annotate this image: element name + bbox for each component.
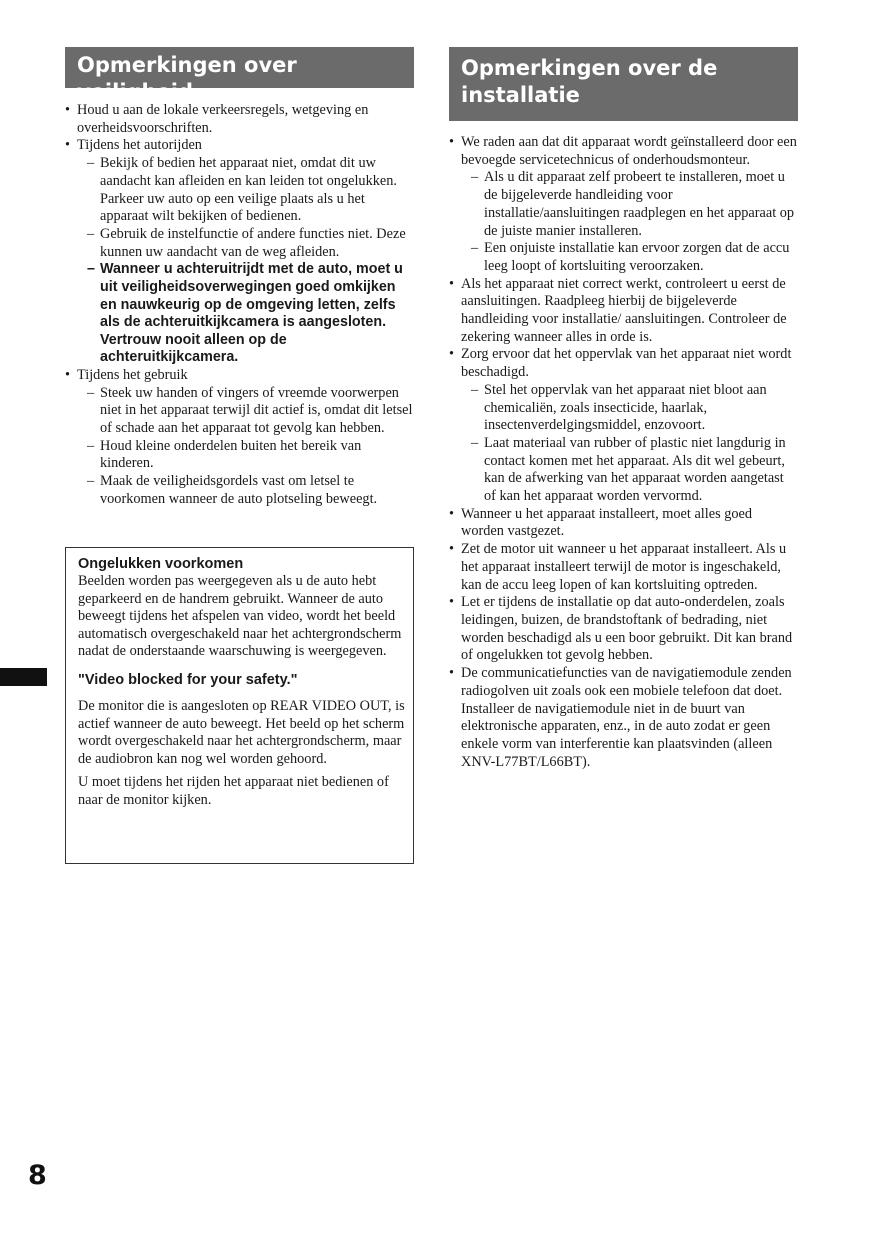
list-item-text: Houd u aan de lokale verkeersregels, wetgeving en overheidsvoorschriften. — [77, 102, 369, 136]
sub-list-item: – Gebruik de instelfunctie of andere functies niet. Deze kunnen uw aandacht van de weg afleiden. — [77, 226, 414, 261]
list-item-text: Als het apparaat niet correct werkt, controleert u eerst de aansluitingen. Raadpleeg hierbij de bijgeleverde handleiding voor installatie/ aansluitingen. Controleer de zekering wanneer alles in orde is. — [461, 275, 787, 345]
list-item — [449, 665, 798, 771]
list-item-text: Let er tijdens de installatie op dat auto-onderdelen, zoals leidingen, buizen, de brandstoftank of bedrading, niet worden beschadigd als u een boor gebruikt. Dit kan brand of ongelukken tot gevolg hebben. — [461, 594, 793, 664]
page-number: 8 — [28, 1160, 47, 1191]
list-item-text: Zet de motor uit wanneer u het apparaat installeert. Als u het apparaat installeert terwijl de motor is ingeschakeld, kan de accu leeg lopen of kan kortsluiting optreden. — [461, 541, 787, 593]
list-item — [449, 594, 798, 665]
list-item-text: Tijdens het autorijden — [77, 137, 202, 154]
accident-prevention-box — [65, 547, 414, 864]
list-item — [65, 102, 414, 137]
sub-list-item: – Als u dit apparaat zelf probeert te installeren, moet u de bijgeleverde handleiding voor installatie/aansluitingen raadplegen en het apparaat op de juiste manier installeren. — [461, 169, 798, 240]
box-paragraph: U moet tijdens het rijden het apparaat niet bedienen of naar de monitor kijken. — [78, 774, 389, 808]
sub-list — [461, 169, 798, 275]
list-item — [449, 276, 798, 347]
list-item — [449, 541, 798, 594]
reverse-driving-warning: – Wanneer u achteruitrijdt met de auto, moet u uit veiligheidsoverwegingen goed omkijken en nauwkeurig op de omgeving letten, zelfs als de achteruitkijkcamera is aangesloten. Vertrouw nooit alleen op de achteruitkijkcamera. — [77, 261, 414, 367]
sub-list — [77, 155, 414, 367]
list-item-text: Wanneer u het apparaat installeert, moet alles goed worden vastgezet. — [461, 505, 753, 540]
sub-list-item: – Steek uw handen of vingers of vreemde voorwerpen niet in het apparaat terwijl dit actief is, omdat dit letsel of schade aan het apparaat tot gevolg kan hebben. — [77, 385, 414, 438]
list-item — [65, 367, 414, 509]
list-item-text: De communicatiefuncties van de navigatiemodule zenden radiogolven uit zoals ook een mobiele telefoon dat doet. Installeer de navigatiemodule niet in de buurt van elektronische apparaten, enz., in de auto zodat er geen enkele vorm van interferentie kan plaatsvinden (alleen XNV-L77BT/L66BT). — [461, 665, 792, 770]
list-item-text: Zorg ervoor dat het oppervlak van het apparaat niet wordt beschadigd. — [461, 346, 792, 381]
section-edge-tab — [0, 668, 47, 686]
sub-list-item: – Een onjuiste installatie kan ervoor zorgen dat de accu leeg loopt of kortsluiting veroorzaken. — [461, 240, 798, 275]
box-paragraph: Beelden worden pas weergegeven als u de auto hebt geparkeerd en de handrem gebruikt. Wanneer de auto beweegt tijdens het afspelen van video, wordt het beeld automatisch overgeschakeld naar het achtergrondscherm nadat de onderstaande waarschuwing is weergegeven. — [78, 573, 402, 660]
box-title: Ongelukken voorkomen — [78, 556, 244, 572]
installation-title-line: installatie — [461, 83, 580, 107]
list-item — [449, 134, 798, 276]
installation-title-line: Opmerkingen over de — [461, 56, 718, 80]
safety-list — [65, 102, 414, 509]
sub-list — [461, 382, 798, 506]
list-item — [65, 137, 414, 366]
installation-list — [449, 134, 798, 771]
list-item — [449, 346, 798, 505]
left-column — [65, 47, 414, 509]
list-item-text: Tijdens het gebruik — [77, 366, 188, 383]
list-item — [449, 506, 798, 541]
sub-list-item: – Bekijk of bedien het apparaat niet, omdat dit uw aandacht kan afleiden en kan leiden tot ongelukken. Parkeer uw auto op een veilige plaats als u het apparaat wilt bekijken of bedienen. — [77, 155, 414, 226]
sub-list-item: – Houd kleine onderdelen buiten het bereik van kinderen. — [77, 438, 414, 473]
sub-list-item: – Maak de veiligheidsgordels vast om letsel te voorkomen wanneer de auto plotseling beweegt. — [77, 473, 414, 508]
list-item-text: We raden aan dat dit apparaat wordt geïnstalleerd door een bevoegde servicetechnicus of onderhoudsmonteur. — [461, 134, 797, 168]
installation-section-header — [449, 47, 798, 121]
sub-list — [77, 385, 414, 509]
box-warning-quote: "Video blocked for your safety." — [78, 671, 298, 688]
box-paragraph: De monitor die is aangesloten op REAR VIDEO OUT, is actief wanneer de auto beweegt. Het beeld op het scherm wordt overgeschakeld naar het achtergrondscherm, maar de audiobron kan nog wel worden gehoord. — [78, 697, 405, 767]
safety-section-header — [65, 47, 414, 104]
sub-list-item: – Laat materiaal van rubber of plastic niet langdurig in contact komen met het apparaat. Als dit wel gebeurt, kan de afwerking van het apparaat worden aangetast of kan het apparaat worden vervormd. — [461, 435, 798, 506]
right-column — [449, 47, 798, 771]
safety-section-title: Opmerkingen over veiligheid — [77, 53, 297, 104]
sub-list-item: – Stel het oppervlak van het apparaat niet bloot aan chemicaliën, zoals insecticide, haarlak, insectenverdelgingsmiddel, enzovoort. — [461, 382, 798, 435]
